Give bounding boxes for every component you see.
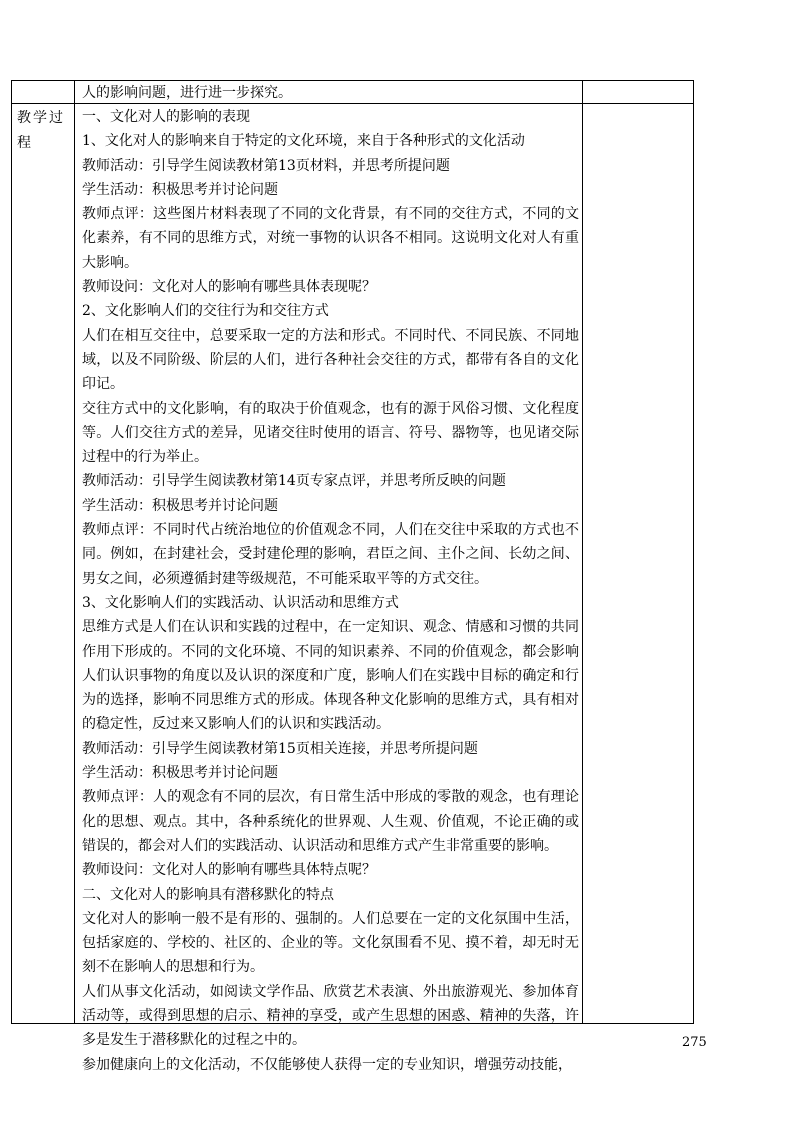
teaching-process-content — [82, 105, 579, 1077]
body-paragraph: 参加健康向上的文化活动，不仅能够使人获得一定的专业知识，增强劳动技能， — [82, 1056, 572, 1073]
teacher-question: 教师设问：文化对人的影响有哪些具体表现呢？ — [82, 279, 376, 296]
teacher-activity: 教师活动：引导学生阅读教材第15页相关连接，并思考所提问题 — [82, 740, 478, 757]
subheading-3: 3、文化影响人们的实践活动、认识活动和思维方式 — [82, 594, 399, 611]
teacher-activity: 教师活动：引导学生阅读教材第13页材料，并思考所提问题 — [82, 157, 450, 174]
teacher-comment: 教师点评：人的观念有不同的层次，有日常生活中形成的零散的观念，也有理论化的思想、观点。其中，各种系统化的世界观、人生观、价值观，不论正确的或错误的，都会对人们的实践活动、认识活动和思维方式产生非常重要的影响。 — [82, 789, 579, 854]
lesson-plan-table — [11, 80, 694, 1073]
subheading-2: 2、文化影响人们的交往行为和交往方式 — [82, 303, 329, 320]
column-divider-label — [74, 81, 75, 1023]
student-activity: 学生活动：积极思考并讨论问题 — [82, 765, 278, 782]
heading-section-1: 一、文化对人的影响的表现 — [82, 109, 250, 125]
student-activity: 学生活动：积极思考并讨论问题 — [82, 497, 278, 514]
heading-section-2: 二、文化对人的影响具有潜移默化的特点 — [82, 886, 334, 903]
body-paragraph: 交往方式中的文化影响，有的取决于价值观念，也有的源于风俗习惯、文化程度等。人们交往方式的差异，见诸交往时使用的语言、符号、器物等，也见诸交际过程中的行为举止。 — [82, 400, 579, 466]
page-number: 275 — [682, 1035, 707, 1050]
subheading-1: 1、文化对人的影响来自于特定的文化环境，来自于各种形式的文化活动 — [82, 133, 525, 150]
column-divider-notes — [582, 81, 583, 1023]
continued-text-row: 人的影响问题，进行进一步探究。 — [82, 85, 292, 101]
section-label: 教学过程 — [17, 110, 65, 151]
row-divider — [12, 103, 693, 104]
body-paragraph: 思维方式是人们在认识和实践的过程中，在一定知识、观念、情感和习惯的共同作用下形成的。不同的文化环境、不同的知识素养、不同的价值观念，都会影响人们认识事物的角度以及认识的深度和广度，影响人们在实践中目标的确定和行为的选择，影响不同思维方式的形成。体现各种文化影响的思维方式，具有相对的稳定性，反过来又影响人们的认识和实践活动。 — [82, 619, 579, 733]
body-paragraph: 文化对人的影响一般不是有形的、强制的。人们总要在一定的文化氛围中生活，包括家庭的、学校的、社区的、企业的等。文化氛围看不见、摸不着，却无时无刻不在影响人的思想和行为。 — [82, 910, 579, 976]
body-paragraph: 人们在相互交往中，总要采取一定的方法和形式。不同时代、不同民族、不同地域，以及不同阶级、阶层的人们，进行各种社会交往的方式，都带有各自的文化印记。 — [82, 327, 579, 393]
student-activity: 学生活动：积极思考并讨论问题 — [82, 181, 278, 198]
teacher-question: 教师设问：文化对人的影响有哪些具体特点呢？ — [82, 862, 376, 879]
body-paragraph: 人们从事文化活动，如阅读文学作品、欣赏艺术表演、外出旅游观光、参加体育活动等，或得到思想的启示、精神的享受，或产生思想的困惑、精神的失落，许多是发生于潜移默化的过程之中的。 — [82, 983, 579, 1049]
teacher-comment: 教师点评：这些图片材料表现了不同的文化背景，有不同的交往方式，不同的文化素养，有不同的思维方式，对统一事物的认识各不相同。这说明文化对人有重大影响。 — [82, 206, 579, 271]
teacher-activity: 教师活动：引导学生阅读教材第14页专家点评，并思考所反映的问题 — [82, 473, 506, 490]
teacher-comment: 教师点评：不同时代占统治地位的价值观念不同，人们在交往中采取的方式也不同。例如，在封建社会，受封建伦理的影响，君臣之间、主仆之间、长幼之间、男女之间，必须遵循封建等级规范，不可能采取平等的方式交往。 — [82, 522, 579, 587]
